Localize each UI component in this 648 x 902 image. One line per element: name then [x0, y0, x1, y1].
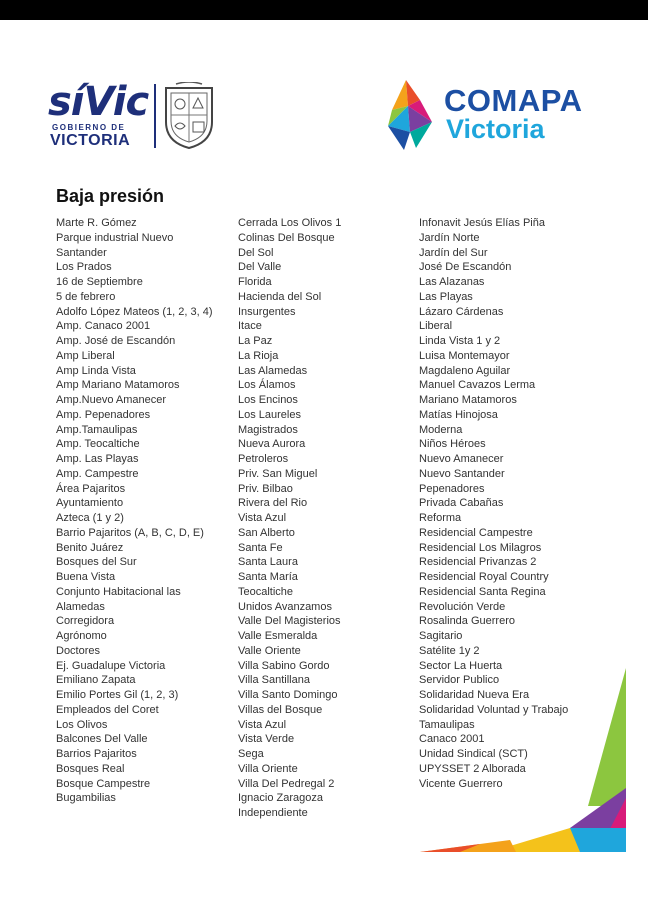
list-item: Residencial Santa Regina: [419, 585, 546, 598]
list-item: Insurgentes: [238, 305, 296, 318]
list-item: Reforma: [419, 512, 462, 524]
list-item: 16 de Septiembre: [56, 276, 143, 288]
list-item: Nueva Aurora: [238, 438, 306, 451]
list-item: Rosalinda Guerrero: [419, 615, 515, 628]
list-item: Tamaulipas: [419, 718, 475, 731]
list-item: Emilio Portes Gil (1, 2, 3): [56, 689, 179, 701]
list-item: Los Olivos: [56, 718, 108, 731]
list-item: Conjunto Habitacional las Alamedas: [56, 585, 181, 613]
list-item: Niños Héroes: [419, 438, 486, 451]
list-item: Ignacio Zaragoza: [238, 792, 323, 805]
list-item: Las Alazanas: [419, 276, 485, 288]
list-item: Residencial Privanzas 2: [419, 556, 537, 569]
list-item: Cerrada Los Olivos 1: [238, 217, 342, 229]
list-item: Sector La Huerta: [419, 659, 503, 672]
list-item: UPYSSET 2 Alborada: [419, 762, 526, 775]
list-item: Valle Esmeralda: [238, 630, 318, 642]
list-item: Sagitario: [419, 630, 463, 642]
list-item: Los Laureles: [238, 408, 301, 421]
sivic-subtitle: GOBIERNO DE: [52, 123, 126, 132]
list-item: Vista Azul: [238, 718, 287, 731]
list-item: Moderna: [419, 423, 463, 436]
list-item: Vista Verde: [238, 733, 295, 746]
list-item: Liberal: [419, 320, 453, 333]
top-black-bar: [0, 0, 648, 20]
list-item: Nuevo Amanecer: [419, 453, 504, 465]
list-item: Independiente: [238, 807, 308, 819]
list-item: Florida: [238, 276, 272, 288]
list-item: Hacienda del Sol: [238, 290, 322, 303]
list-item: Adolfo López Mateos (1, 2, 3, 4): [56, 305, 213, 318]
list-item: Santa Laura: [238, 556, 298, 569]
list-item: Bosques Real: [56, 762, 125, 775]
list-item: Amp. Canaco 2001: [56, 320, 151, 333]
list-item: Marte R. Gómez: [56, 217, 137, 229]
list-item: Canaco 2001: [419, 733, 485, 746]
list-item: Vicente Guerrero: [419, 777, 503, 790]
list-item: Rivera del Rio: [238, 497, 308, 510]
comapa-city: Victoria: [446, 114, 545, 144]
list-item: Los Álamos: [238, 379, 296, 392]
list-item: Corregidora: [56, 615, 115, 628]
list-item: Satélite 1y 2: [419, 644, 480, 657]
list-item: Petroleros: [238, 453, 289, 465]
list-item: Amp.Tamaulipas: [56, 423, 138, 436]
list-item: Amp. Pepenadores: [56, 408, 151, 421]
list-item: La Rioja: [238, 349, 279, 362]
comapa-wordmark: COMAPA: [444, 83, 583, 118]
list-item: Villa Del Pedregal 2: [238, 777, 335, 790]
list-item: Valle Oriente: [238, 644, 301, 657]
coat-of-arms-icon: [162, 82, 216, 150]
list-item: Unidos Avanzamos: [238, 600, 332, 613]
list-item: Amp. José de Escandón: [56, 335, 176, 347]
list-item: Sega: [238, 748, 264, 760]
list-item: Del Sol: [238, 246, 274, 259]
list-item: Parque industrial Nuevo Santander: [56, 231, 174, 259]
list-item: Magdaleno Aguilar: [419, 364, 511, 377]
list-item: Priv. Bilbao: [238, 482, 293, 495]
list-item: Las Playas: [419, 290, 473, 303]
list-item: Santa María: [238, 571, 298, 583]
neighborhood-column-2: [238, 216, 408, 821]
list-item: Villa Oriente: [238, 762, 298, 775]
list-item: Solidaridad Nueva Era: [419, 689, 530, 701]
list-item: Ayuntamiento: [56, 497, 124, 510]
comapa-logo: [386, 78, 616, 152]
list-item: Amp.Nuevo Amanecer: [56, 394, 167, 406]
list-item: Villa Sabino Gordo: [238, 659, 330, 672]
list-item: Amp. Campestre: [56, 467, 139, 480]
list-item: Residencial Campestre: [419, 526, 533, 539]
list-item: Nuevo Santander: [419, 467, 505, 480]
list-item: Agrónomo: [56, 630, 107, 642]
list-item: Villas del Bosque: [238, 703, 323, 716]
comapa-drop-icon: [386, 78, 438, 152]
list-item: Infonavit Jesús Elías Piña: [419, 217, 545, 229]
list-item: Empleados del Coret: [56, 703, 159, 716]
list-item: José De Escandón: [419, 261, 512, 274]
list-item: Bosque Campestre: [56, 777, 151, 790]
list-item: Amp Linda Vista: [56, 364, 136, 377]
list-item: Amp Mariano Matamoros: [56, 379, 180, 392]
list-item: Bugambilias: [56, 792, 116, 805]
list-item: Barrios Pajaritos: [56, 748, 137, 760]
sivic-wordmark: síVic: [48, 79, 149, 125]
list-item: Privada Cabañas: [419, 497, 504, 510]
logo-divider: [154, 84, 156, 148]
list-item: Doctores: [56, 644, 101, 657]
list-item: Luisa Montemayor: [419, 349, 510, 362]
list-item: Buena Vista: [56, 571, 116, 583]
list-item: Manuel Cavazos Lerma: [419, 379, 536, 392]
list-item: Balcones Del Valle: [56, 733, 148, 746]
list-item: La Paz: [238, 335, 273, 347]
list-item: Ej. Guadalupe Victoria: [56, 659, 166, 672]
list-item: Itace: [238, 320, 262, 333]
list-item: Unidad Sindical (SCT): [419, 748, 528, 760]
list-item: Barrio Pajaritos (A, B, C, D, E): [56, 526, 204, 539]
list-item: Azteca (1 y 2): [56, 512, 124, 524]
corner-decoration: [420, 668, 626, 852]
list-item: Villa Santo Domingo: [238, 689, 338, 701]
list-item: Linda Vista 1 y 2: [419, 335, 501, 347]
list-item: Residencial Los Milagros: [419, 541, 542, 554]
list-item: Teocaltiche: [238, 585, 294, 598]
list-item: Benito Juárez: [56, 541, 124, 554]
list-item: Amp Liberal: [56, 349, 115, 362]
list-item: San Alberto: [238, 526, 295, 539]
list-item: Matías Hinojosa: [419, 408, 498, 421]
list-item: Del Valle: [238, 261, 282, 274]
list-item: Valle Del Magisterios: [238, 615, 341, 628]
list-item: Los Prados: [56, 261, 112, 274]
list-item: Residencial Royal Country: [419, 571, 549, 583]
list-item: Jardín del Sur: [419, 246, 488, 259]
list-item: Bosques del Sur: [56, 556, 137, 569]
list-item: Lázaro Cárdenas: [419, 305, 504, 318]
page-title: Baja presión: [56, 186, 165, 206]
list-item: Santa Fe: [238, 541, 283, 554]
list-item: Colinas Del Bosque: [238, 231, 335, 244]
list-item: Vista Azul: [238, 512, 287, 524]
list-item: 5 de febrero: [56, 290, 116, 303]
neighborhood-column-1: [56, 216, 214, 806]
sivic-logo: [48, 80, 218, 152]
list-item: Área Pajaritos: [56, 482, 126, 495]
sivic-city: VICTORIA: [50, 132, 131, 149]
list-item: Amp. Teocaltiche: [56, 438, 140, 451]
list-item: Jardín Norte: [419, 231, 480, 244]
list-item: Solidaridad Voluntad y Trabajo: [419, 703, 569, 716]
list-item: Pepenadores: [419, 482, 485, 495]
list-item: Servidor Publico: [419, 674, 500, 687]
list-item: Revolución Verde: [419, 600, 506, 613]
list-item: Villa Santillana: [238, 674, 310, 687]
list-item: Las Alamedas: [238, 364, 308, 377]
list-item: Los Encinos: [238, 394, 298, 406]
list-item: Magistrados: [238, 423, 298, 436]
list-item: Amp. Las Playas: [56, 453, 139, 465]
list-item: Emiliano Zapata: [56, 674, 136, 687]
list-item: Mariano Matamoros: [419, 394, 517, 406]
list-item: Priv. San Miguel: [238, 467, 318, 480]
